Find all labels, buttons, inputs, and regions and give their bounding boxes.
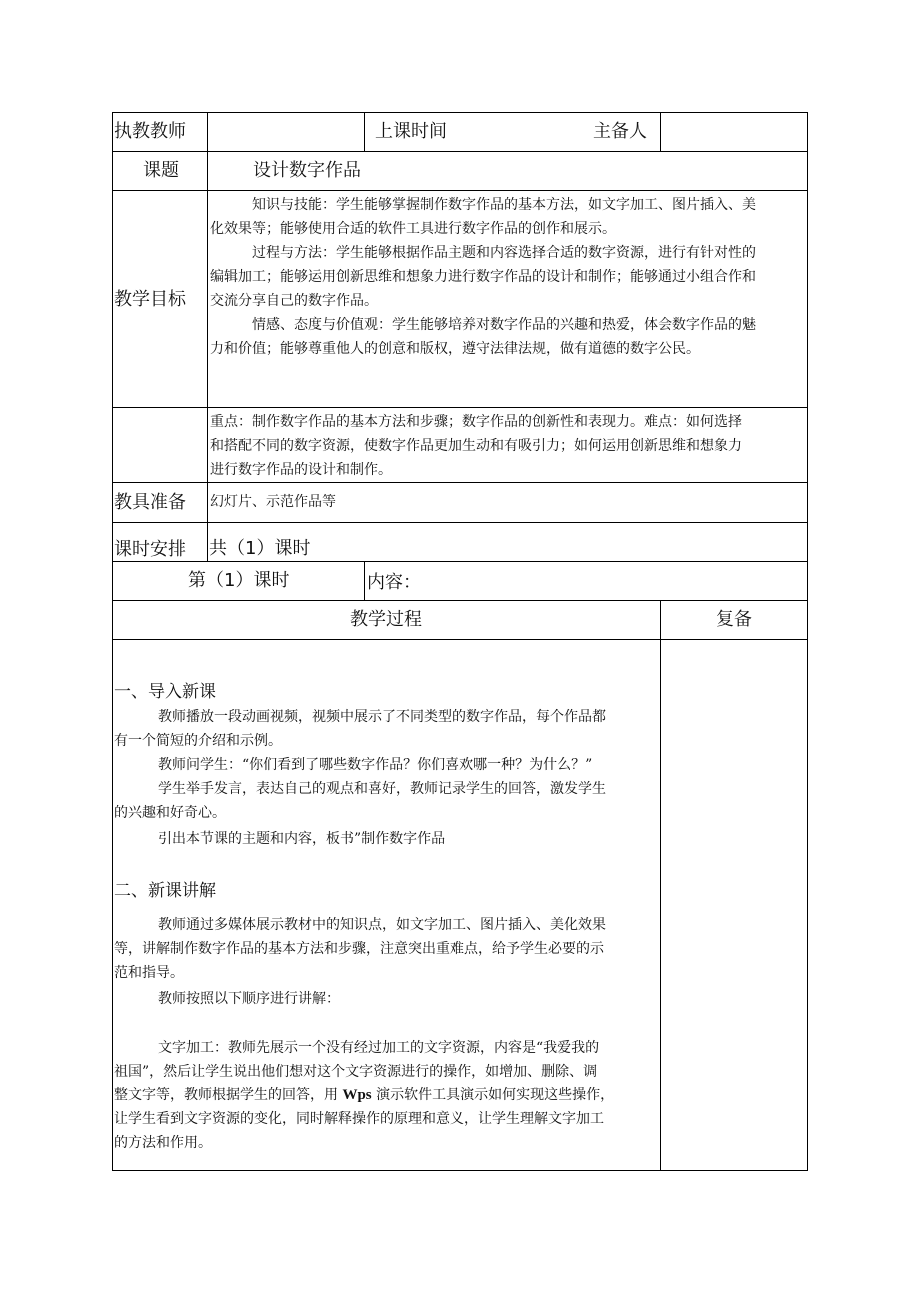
key-point-line: 进行数字作品的设计和制作。 — [210, 462, 392, 478]
class-time-label: 上课时间 — [375, 121, 447, 142]
process-line: 等，讲解制作数字作品的基本方法和步骤，注意突出重难点，给予学生必要的示 — [114, 941, 604, 957]
process-line: 范和指导。 — [114, 965, 184, 981]
key-point-line: 和搭配不同的数字资源，使数字作品更加生动和有吸引力；如何运用创新思维和想象力 — [210, 438, 742, 454]
table-rule — [112, 190, 808, 191]
process-line: 祖国”，然后让学生说出他们想对这个文字资源进行的操作，如增加、删除、调 — [114, 1064, 598, 1080]
session-label: 第（1）课时 — [188, 570, 290, 591]
table-rule — [112, 482, 808, 483]
process-text: 整文字等，教师根据学生的回答，用 — [114, 1087, 343, 1103]
table-rule — [660, 600, 661, 1171]
process-line: 教师问学生：“你们看到了哪些数字作品？你们喜欢哪一种？为什么？” — [158, 757, 593, 773]
process-line: 教师按照以下顺序进行讲解： — [158, 991, 340, 1007]
process-line: 教师播放一段动画视频，视频中展示了不同类型的数字作品，每个作品都 — [158, 709, 606, 725]
process-line: 的兴趣和好奇心。 — [114, 805, 226, 821]
materials-value: 幻灯片、示范作品等 — [210, 494, 336, 510]
table-rule — [112, 151, 808, 152]
table-rule — [112, 1170, 808, 1171]
table-rule — [112, 112, 113, 1171]
objective-line: 编辑加工；能够运用创新思维和想象力进行数字作品的设计和制作；能够通过小组合作和 — [210, 269, 756, 285]
topic-label: 课题 — [143, 160, 179, 181]
objectives-label: 教学目标 — [114, 289, 186, 310]
section-title: 二、新课讲解 — [114, 881, 216, 901]
lead-preparer-label: 主备人 — [593, 121, 647, 142]
table-rule — [364, 112, 365, 152]
topic-value: 设计数字作品 — [253, 160, 361, 181]
table-rule — [807, 112, 808, 1171]
table-rule — [112, 600, 808, 601]
table-rule — [112, 561, 808, 562]
process-text: 演示软件工具演示如何实现这些操作， — [371, 1087, 615, 1103]
objective-line: 交流分享自己的数字作品。 — [210, 293, 378, 309]
process-line: 文字加工：教师先展示一个没有经过加工的文字资源，内容是“我爱我的 — [158, 1040, 600, 1056]
table-rule — [112, 522, 808, 523]
table-rule — [112, 112, 808, 113]
objective-line: 力和价值；能够尊重他人的创意和版权，遵守法律法规，做有道德的数字公民。 — [210, 341, 700, 357]
table-rule — [660, 112, 661, 152]
schedule-label: 课时安排 — [114, 539, 186, 560]
table-rule — [112, 639, 808, 640]
process-line: 让学生看到文字资源的变化，同时解释操作的原理和意义，让学生理解文字加工 — [114, 1111, 604, 1127]
objective-line: 过程与方法：学生能够根据作品主题和内容选择合适的数字资源，进行有针对性的 — [252, 245, 756, 261]
objective-line: 情感、态度与价值观：学生能够培养对数字作品的兴趣和热爱，体会数字作品的魅 — [252, 317, 756, 333]
process-line: 教师通过多媒体展示教材中的知识点，如文字加工、图片插入、美化效果 — [158, 917, 606, 933]
process-line: 学生举手发言，表达自己的观点和喜好，教师记录学生的回答，激发学生 — [158, 781, 606, 797]
objective-line: 知识与技能：学生能够掌握制作数字作品的基本方法，如文字加工、图片插入、美 — [252, 197, 756, 213]
table-rule — [364, 561, 365, 601]
process-line: 引出本节课的主题和内容，板书”制作数字作品 — [158, 831, 446, 847]
table-rule — [207, 112, 208, 561]
objective-line: 化效果等；能够使用合适的软件工具进行数字作品的创作和展示。 — [210, 221, 616, 237]
process-header: 教学过程 — [350, 609, 422, 630]
process-line: 的方法和作用。 — [114, 1135, 212, 1151]
process-line: 有一个简短的介绍和示例。 — [114, 733, 282, 749]
materials-label: 教具准备 — [114, 492, 186, 513]
content-label: 内容： — [367, 572, 421, 593]
key-point-line: 重点：制作数字作品的基本方法和步骤；数字作品的创新性和表现力。难点：如何选择 — [210, 414, 742, 430]
teacher-label: 执教教师 — [114, 121, 186, 142]
review-header: 复备 — [716, 609, 752, 630]
schedule-value: 共（1）课时 — [209, 538, 311, 559]
section-title: 一、导入新课 — [114, 682, 216, 702]
software-name: Wps — [342, 1087, 372, 1103]
process-line-with-software — [114, 1088, 614, 1103]
table-rule — [112, 407, 808, 408]
